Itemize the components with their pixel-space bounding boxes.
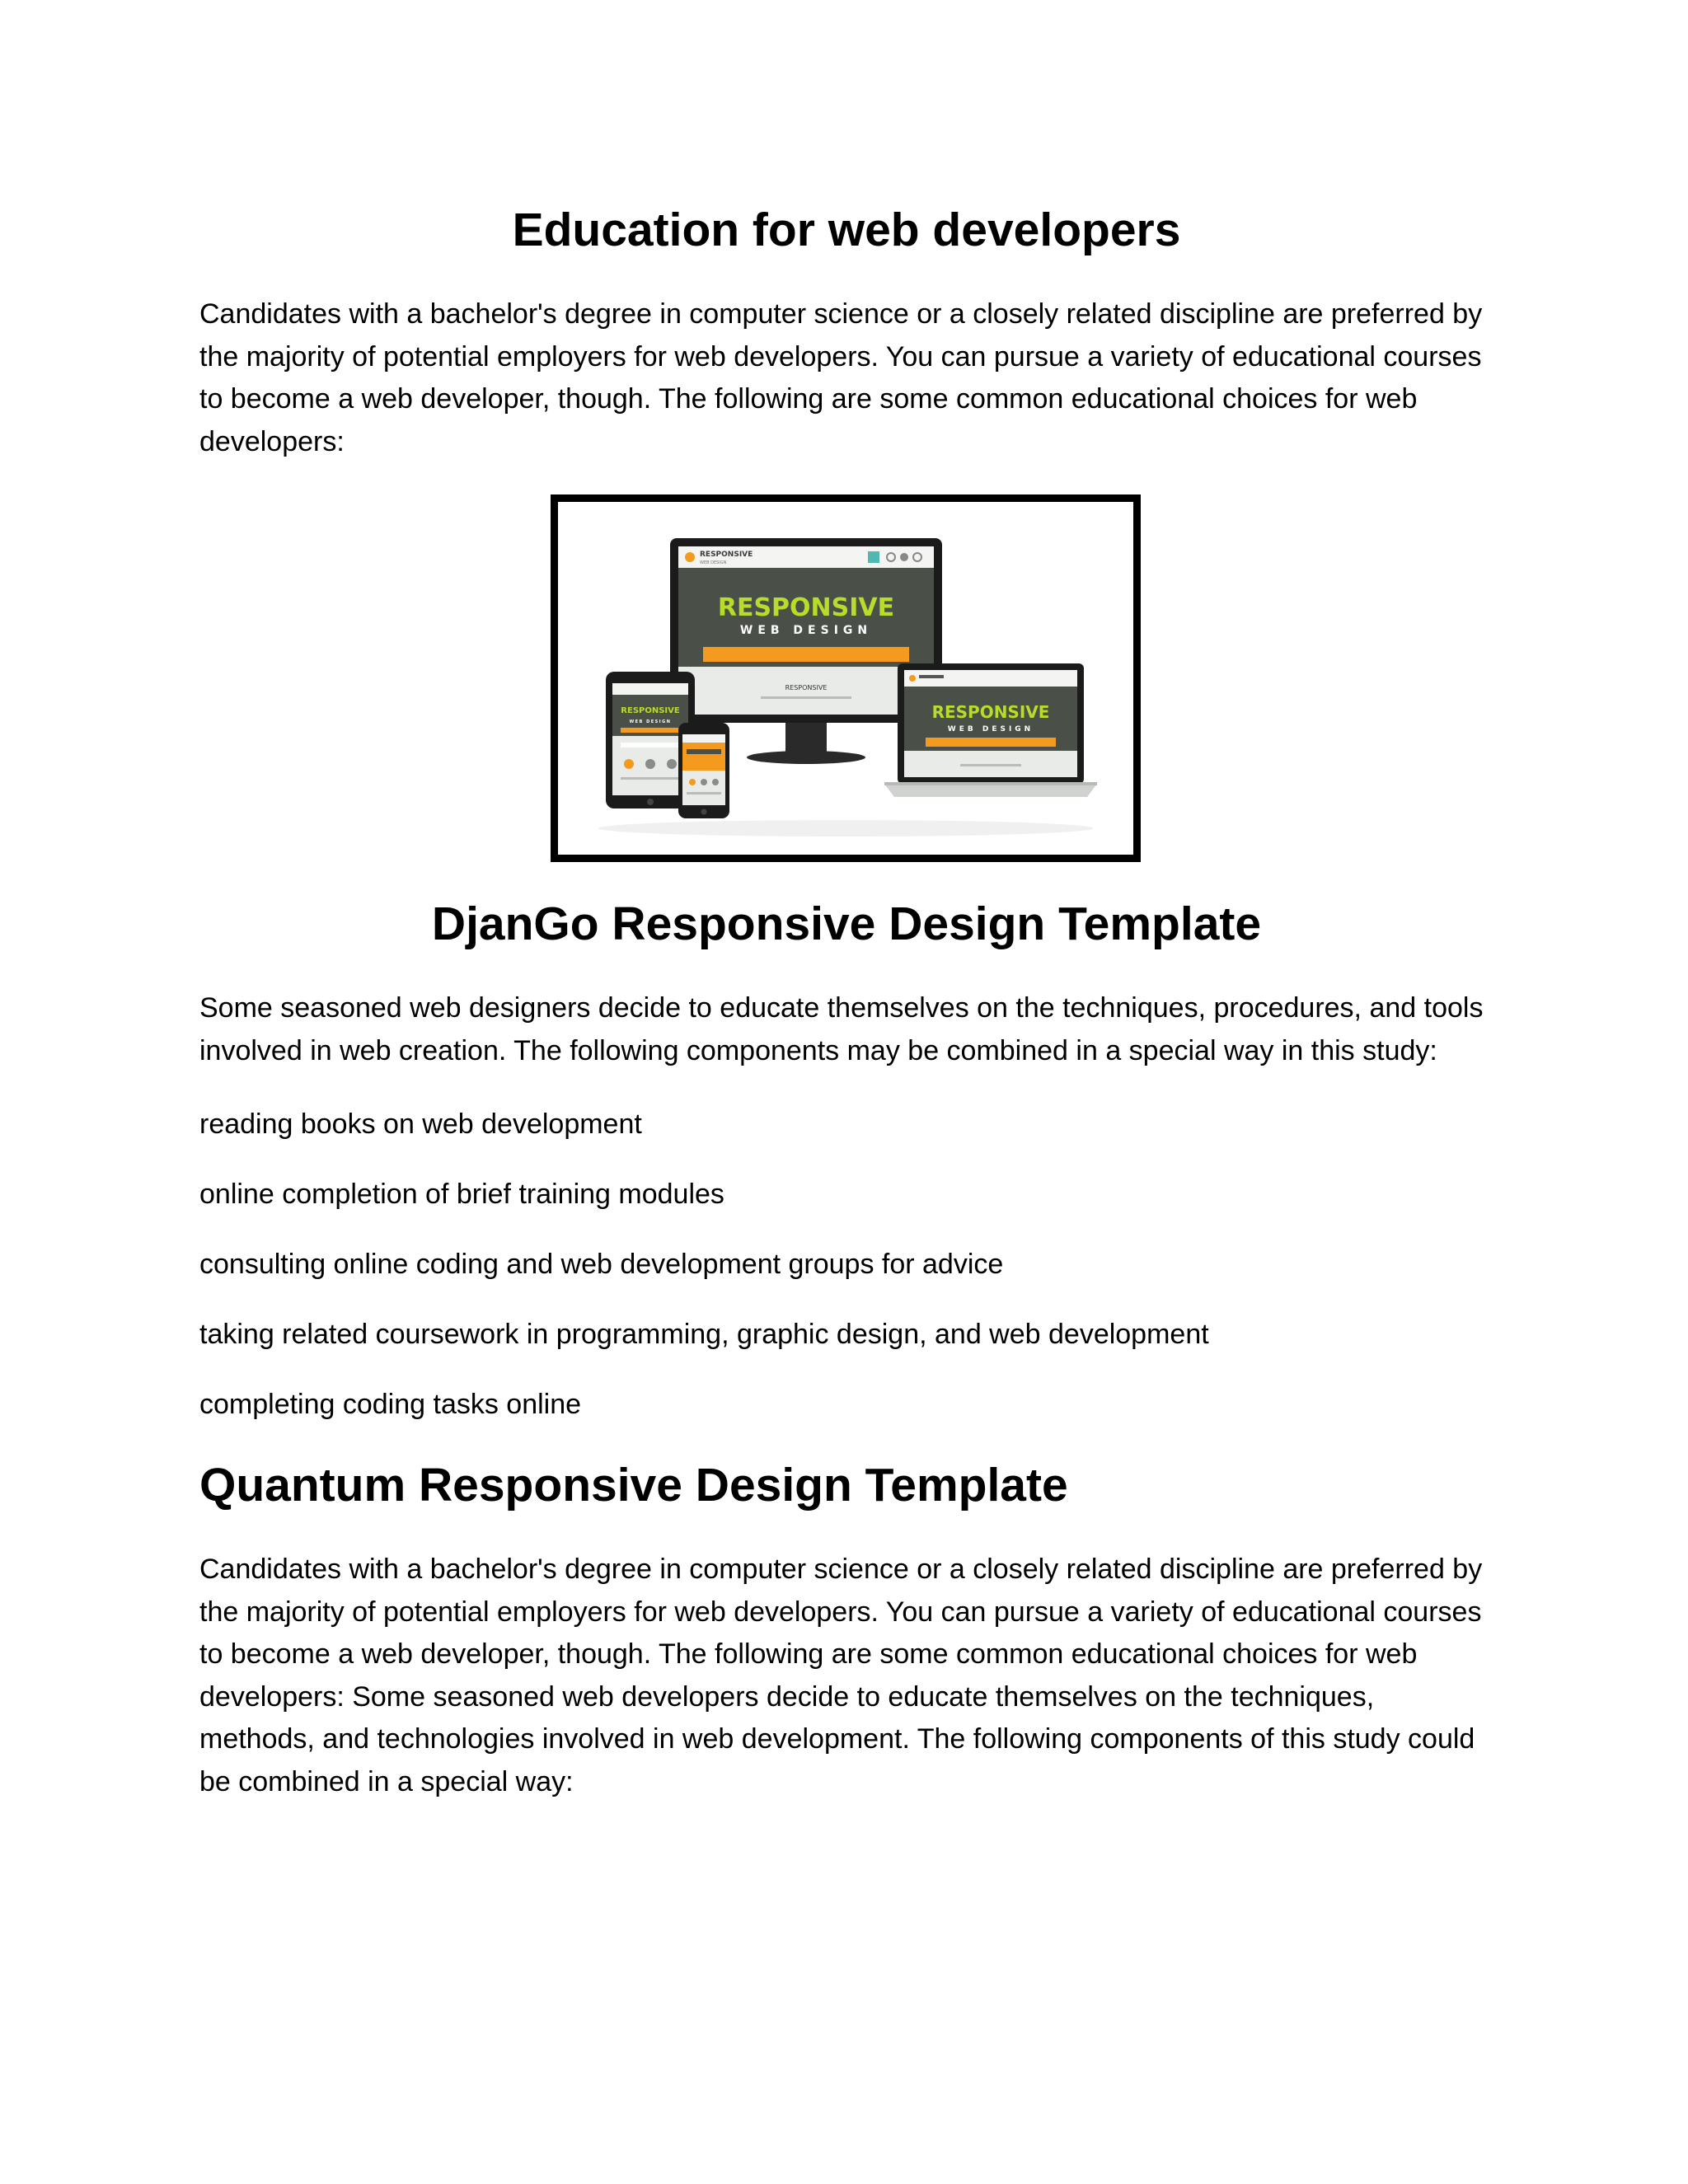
svg-text:RESPONSIVE: RESPONSIVE (700, 551, 753, 559)
responsive-design-image (551, 494, 1141, 862)
list-item: completing coding tasks online (199, 1389, 582, 1420)
svg-text:WEB DESIGN: WEB DESIGN (700, 560, 727, 565)
list-item: reading books on web development (199, 1108, 642, 1140)
section-paragraph-django: Some seasoned web designers decide to educate themselves on the techniques, procedures, and tools involved in web creation. The following components may be combined in a special way in this study: (199, 992, 1484, 1066)
section-title-quantum: Quantum Responsive Design Template (199, 1459, 1068, 1511)
laptop-icon (884, 663, 1097, 797)
list-item: consulting online coding and web development groups for advice (199, 1249, 1004, 1280)
svg-text:WEB DESIGN: WEB DESIGN (629, 719, 672, 724)
phone-icon (678, 723, 729, 818)
section-paragraph-education: Candidates with a bachelor's degree in computer science or a closely related discipline are preferred by the majority of potential employers for web developers. You can pursue a variety of educational courses to become a web developer, though. The following are some common educational choices for web developers: (199, 298, 1483, 457)
section-title-django: DjanGo Responsive Design Template (431, 898, 1262, 950)
svg-text:RESPONSIVE: RESPONSIVE (717, 593, 895, 622)
list-item: online completion of brief training modules (199, 1179, 724, 1210)
svg-text:WEB DESIGN: WEB DESIGN (739, 624, 873, 637)
section-title-education: Education for web developers (512, 204, 1181, 256)
svg-text:WEB DESIGN: WEB DESIGN (947, 725, 1034, 733)
list-item: taking related coursework in programming, graphic design, and web development (199, 1319, 1209, 1350)
section-paragraph-quantum: Candidates with a bachelor's degree in computer science or a closely related discipline are preferred by the majority of potential employers for web developers. You can pursue a variety of educational courses to become a web developer, though. The following are some common educational choices for web developers: Some seasoned web developers decide to educate themselves on the techniques, methods, and technologies involved in web development. The following components of this study could be combined in a special way: (199, 1554, 1483, 1797)
svg-text:RESPONSIVE: RESPONSIVE (785, 684, 828, 691)
svg-text:RESPONSIVE: RESPONSIVE (931, 702, 1050, 722)
svg-text:RESPONSIVE: RESPONSIVE (621, 706, 680, 715)
